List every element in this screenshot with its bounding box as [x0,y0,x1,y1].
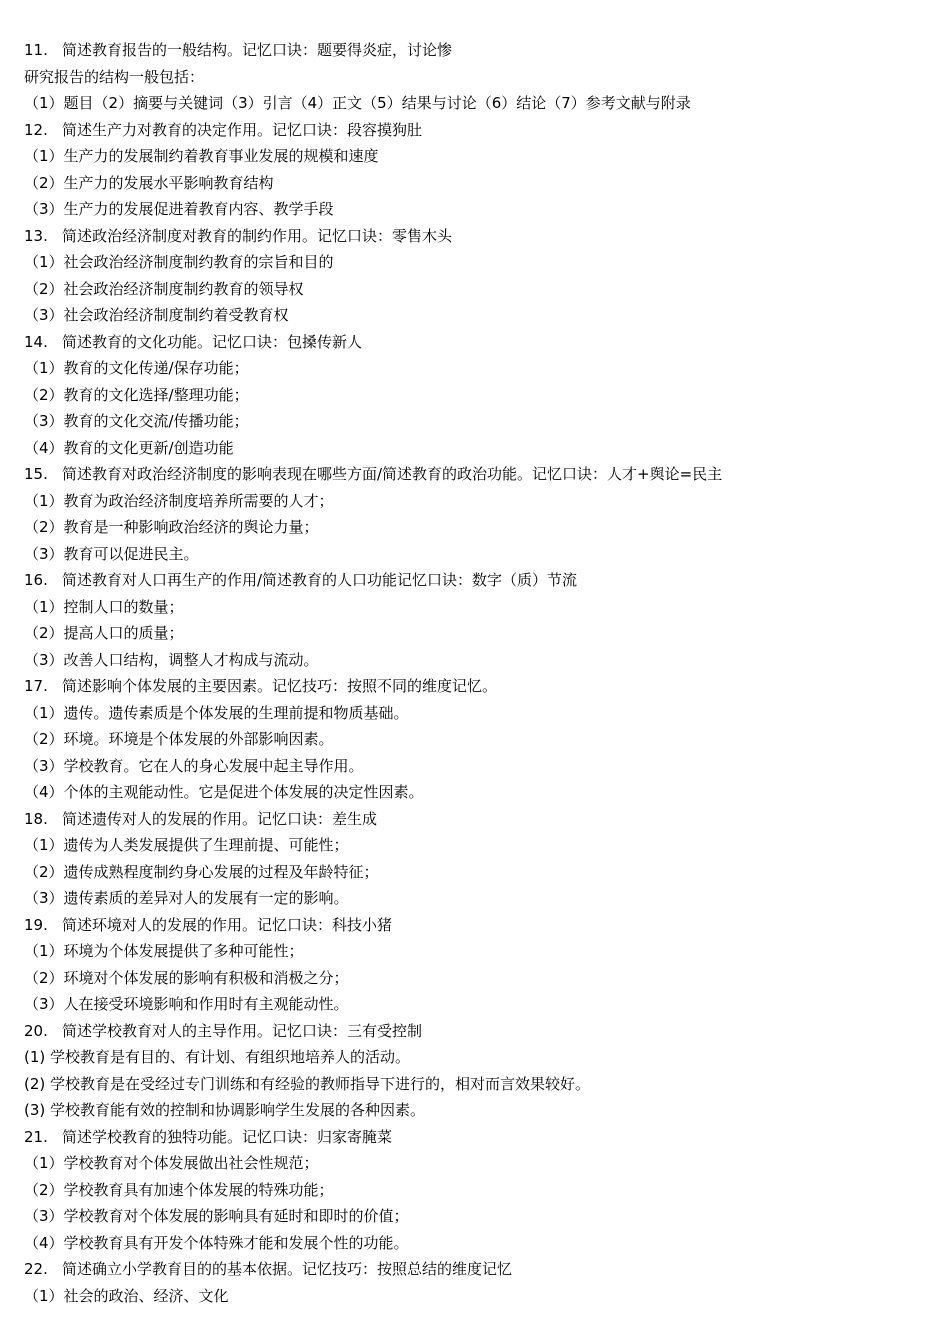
list-item: 研究报告的结构一般包括： [24,67,205,86]
list-item: （4）学校教育具有开发个体特殊才能和发展个性的功能。 [24,1233,409,1252]
section-title: 简述政治经济制度对教育的制约作用。记忆口诀：零售木头 [62,226,453,245]
list-item: （3）学校教育对个体发展的影响具有延时和即时的价值； [24,1207,409,1225]
section-title: 简述环境对人的发展的作用。记忆口诀：科技小猪 [62,915,393,934]
section-heading [24,329,950,356]
section-number: 22. [24,1260,48,1278]
section-heading [24,673,950,700]
list-item: （2）遗传成熟程度制约身心发展的过程及年龄特征； [24,862,379,881]
list-item: （3）改善人口结构，调整人才构成与流动。 [24,650,319,669]
section-title: 简述学校教育对人的主导作用。记忆口诀：三有受控制 [62,1021,423,1040]
section-number: 18. [24,809,48,828]
section-number: 15. [24,465,48,483]
list-item: （3）遗传素质的差异对人的发展有一定的影响。 [24,889,349,907]
list-item: （3）社会政治经济制度制约着受教育权 [24,306,289,324]
list-item: （1）学校教育对个体发展做出社会性规范； [24,1154,319,1172]
list-item: (3) 学校教育能有效的控制和协调影响学生发展的各种因素。 [24,1101,426,1119]
section-title: 简述学校教育的独特功能。记忆口诀：归家寄腌菜 [62,1127,393,1146]
list-item: （2）环境对个体发展的影响有积极和消极之分； [24,968,349,987]
section-number: 16. [24,571,48,589]
list-item: （1）社会的政治、经济、文化 [24,1286,229,1305]
section-number: 21. [24,1127,48,1146]
section-number: 20. [24,1021,48,1040]
list-item: （3）生产力的发展促进着教育内容、教学手段 [24,200,334,218]
list-item: （2）提高人口的质量； [24,624,184,642]
list-item: （4）教育的文化更新/创造功能 [24,438,234,457]
section-heading [24,1124,950,1151]
section-number: 19. [24,915,48,934]
section-title: 简述教育的文化功能。记忆口诀：包搡传新人 [62,332,363,351]
list-item: （1）环境为个体发展提供了多种可能性； [24,942,304,960]
list-item: （2）学校教育具有加速个体发展的特殊功能； [24,1180,334,1199]
list-item: （1）题目（2）摘要与关键词（3）引言（4）正文（5）结果与讨论（6）结论（7）参考文献与附录 [24,94,691,112]
list-item: （3）教育的文化交流/传播功能； [24,412,249,430]
section-title: 简述教育对政治经济制度的影响表现在哪些方面/简述教育的政治功能。记忆口诀：人才+舆论=民主 [62,465,723,483]
section-heading [24,37,950,64]
list-item: （1）社会政治经济制度制约教育的宗旨和目的 [24,253,334,271]
section-number: 13. [24,226,48,245]
list-item: （2）教育的文化选择/整理功能； [24,385,249,404]
list-item: （1）教育为政治经济制度培养所需要的人才； [24,491,334,510]
section-number: 12. [24,120,48,139]
list-item: （2）社会政治经济制度制约教育的领导权 [24,279,304,298]
section-heading [24,1256,950,1283]
section-title: 简述遗传对人的发展的作用。记忆口诀：差生成 [62,809,378,828]
section-number: 17. [24,677,48,695]
list-item: （3）教育可以促进民主。 [24,544,199,563]
list-item: (1) 学校教育是有目的、有计划、有组织地培养人的活动。 [24,1048,411,1066]
list-item: （2）教育是一种影响政治经济的舆论力量； [24,518,319,536]
section-heading [24,461,950,488]
list-item: （1）遗传。遗传素质是个体发展的生理前提和物质基础。 [24,703,409,722]
section-title: 简述教育对人口再生产的作用/简述教育的人口功能记忆口诀：数字（质）节流 [62,571,578,589]
section-number: 11. [24,41,48,59]
list-item: （2）生产力的发展水平影响教育结构 [24,173,274,192]
section-number: 14. [24,332,48,351]
list-item: （2）环境。环境是个体发展的外部影响因素。 [24,730,334,748]
list-item: （1）教育的文化传递/保存功能； [24,359,249,377]
list-item: （3）学校教育。它在人的身心发展中起主导作用。 [24,756,364,775]
list-item: （1）遗传为人类发展提供了生理前提、可能性； [24,836,349,854]
section-heading [24,1018,950,1045]
section-title: 简述生产力对教育的决定作用。记忆口诀：段容摸狗肚 [62,120,423,139]
list-item: （1）生产力的发展制约着教育事业发展的规模和速度 [24,147,379,165]
section-title: 简述教育报告的一般结构。记忆口诀：题要得炎症，讨论惨 [62,41,453,59]
section-title: 简述影响个体发展的主要因素。记忆技巧：按照不同的维度记忆。 [62,677,498,695]
list-item: （1）控制人口的数量； [24,597,184,616]
list-item: （3）人在接受环境影响和作用时有主观能动性。 [24,995,349,1013]
section-heading [24,223,950,250]
list-item: (2) 学校教育是在受经过专门训练和有经验的教师指导下进行的，相对而言效果较好。 [24,1074,591,1093]
section-title: 简述确立小学教育目的的基本依据。记忆技巧：按照总结的维度记忆 [62,1260,513,1278]
section-heading [24,117,950,144]
document-body [24,37,950,1309]
section-heading [24,912,950,939]
list-item: （4）个体的主观能动性。它是促进个体发展的决定性因素。 [24,783,424,801]
section-heading [24,567,950,594]
section-heading [24,806,950,833]
